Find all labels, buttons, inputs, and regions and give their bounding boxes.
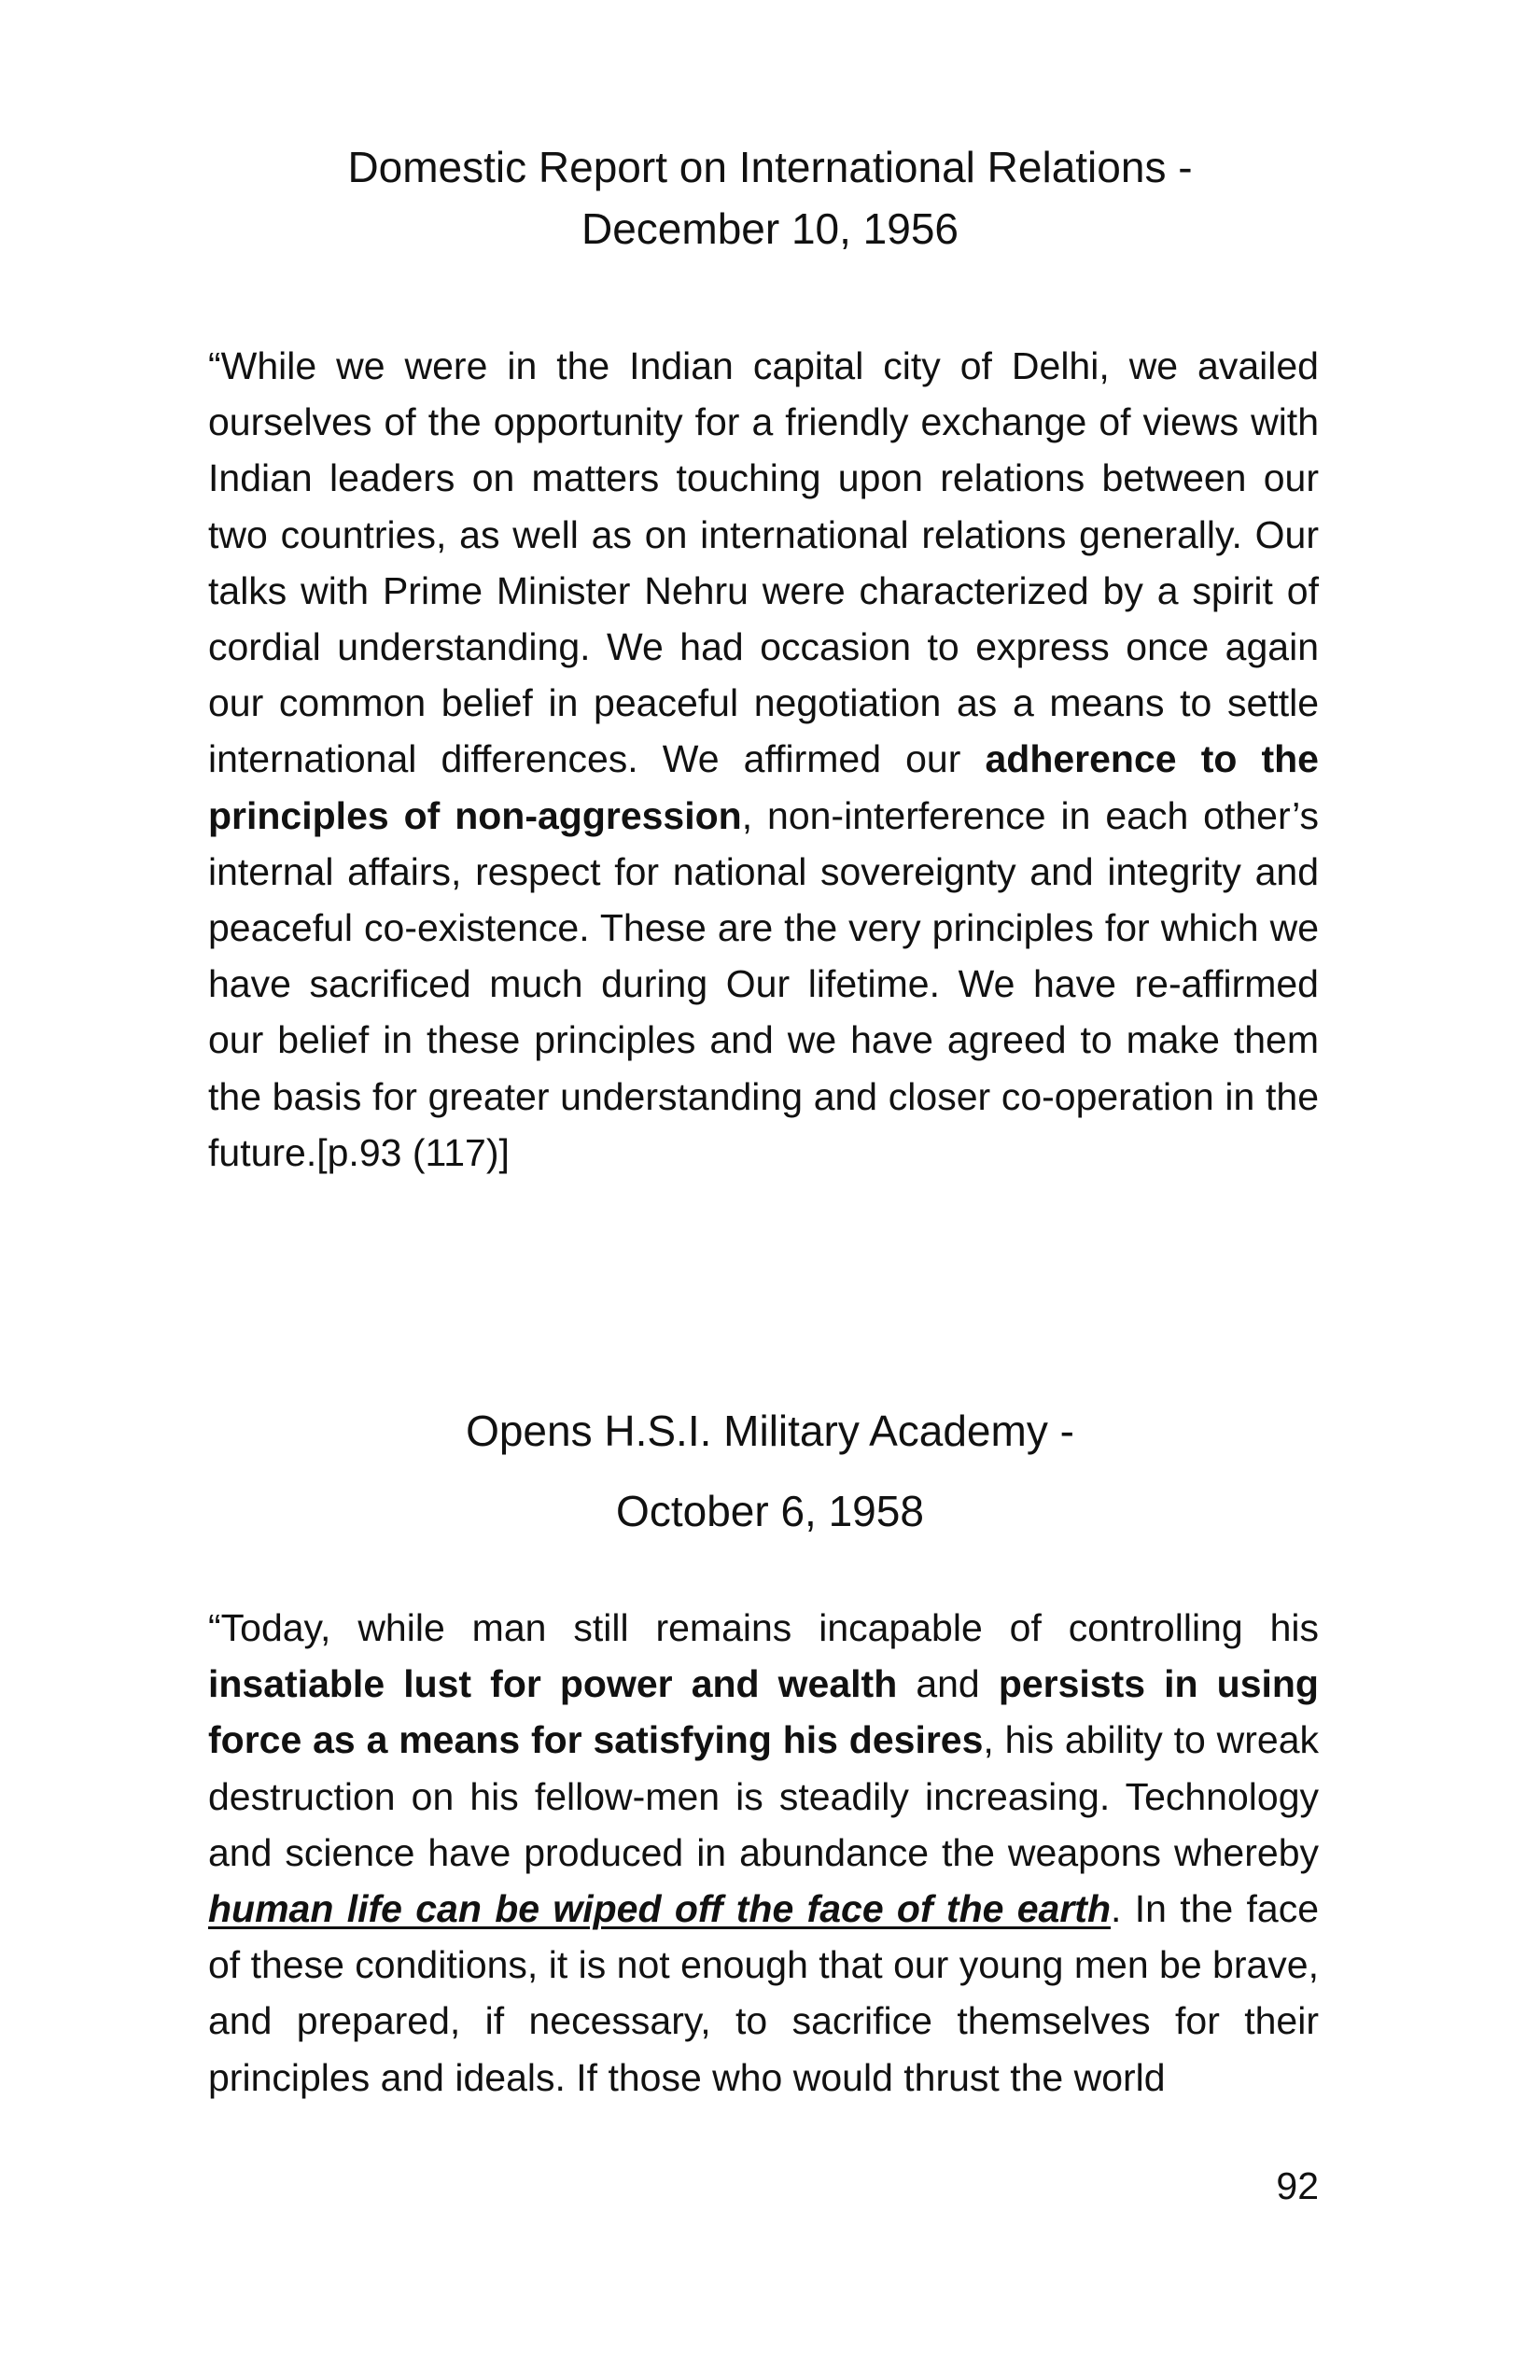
heading-title: Opens H.S.I. Military Academy - <box>466 1407 1074 1455</box>
paragraph-text: , non-interference in each other’s internal affairs, respect for national sovereignty and integrity and peaceful co-existence. These are the very principles for which we have sacrificed much during Our lifetime. We have re-affirmed our belief in these principles and we have agreed to make them the basis for greater understanding and closer co-operation in the future.[p.93 (117)] <box>208 793 1319 1174</box>
section-heading-domestic-report <box>0 136 1540 259</box>
paragraph-text: and <box>897 1662 999 1706</box>
bold-phrase: adherence to the principles of non-aggression <box>208 737 1319 837</box>
paragraph-text: . In the face of these conditions, it is not enough that our young men be brave, and prepared, if necessary, to sacrifice themselves for their principles and ideals. If those who would thrust the world <box>208 1887 1319 2099</box>
heading-date: October 6, 1958 <box>616 1487 924 1535</box>
paragraph-text: , his ability to wreak destruction on his fellow-men is steadily increasing. Technology and science have produced in abundance the weapons whereby <box>208 1718 1320 1874</box>
bold-phrase: insatiable lust for power and wealth <box>208 1662 898 1706</box>
paragraph-text: “While we were in the Indian capital city of Delhi, we availed ourselves of the opportunity for a friendly exchange of views with Indian leaders on matters touching upon relations between our two countries, as well as on international relations generally. Our talks with Prime Minister Nehru were characterized by a spirit of cordial understanding. We had occasion to express once again our common belief in peaceful negotiation as a means to settle international differences. We affirmed our <box>208 344 1319 781</box>
bold-phrase: persists in using force as a means for satisfying his desires <box>208 1662 1319 1762</box>
underlined-emphasis-phrase: human life can be wiped off the face of the earth <box>208 1887 1111 1931</box>
paragraph-text: “Today, while man still remains incapable of controlling his <box>208 1606 1319 1649</box>
page-number: 92 <box>1276 2164 1319 2207</box>
quote-paragraph-1958 <box>208 1600 1319 2106</box>
section-heading-military-academy <box>0 1391 1540 1551</box>
quote-paragraph-1956 <box>208 338 1319 1181</box>
heading-date: December 10, 1956 <box>581 204 959 253</box>
heading-title: Domestic Report on International Relations - <box>347 143 1193 191</box>
